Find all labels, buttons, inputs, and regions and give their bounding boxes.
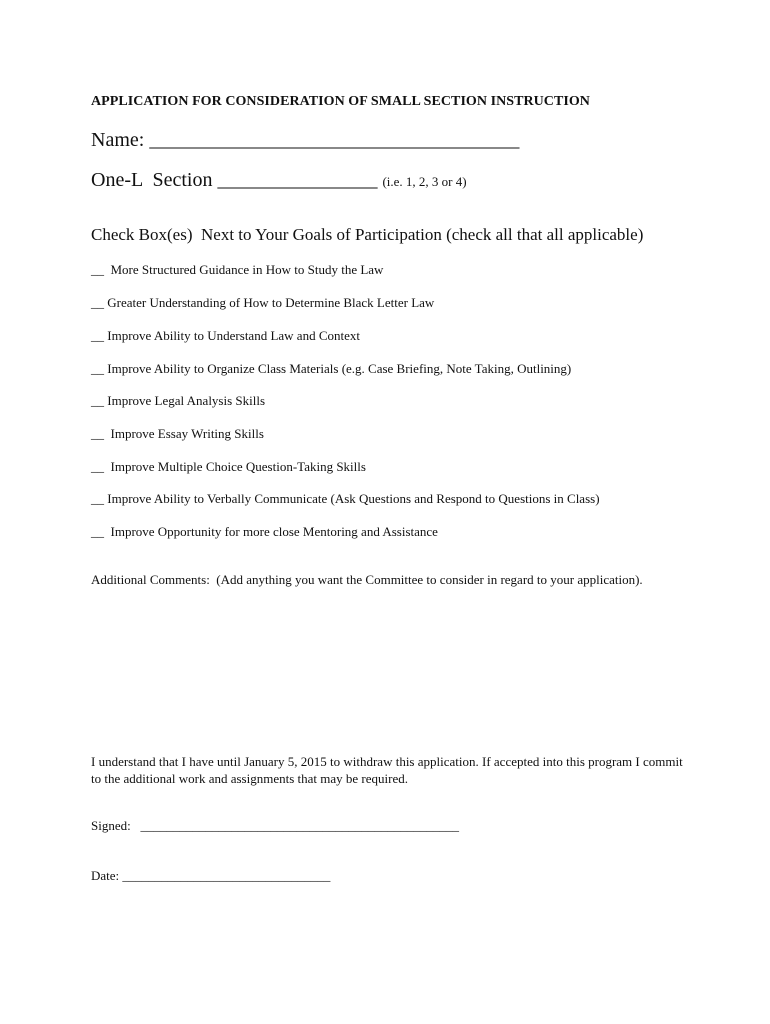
goal-item[interactable]: __ More Structured Guidance in How to Study the Law <box>91 262 384 277</box>
goal-item[interactable]: __ Improve Legal Analysis Skills <box>91 393 266 408</box>
goal-item[interactable]: __ Improve Ability to Organize Class Materials (e.g. Case Briefing, Note Taking, Outlining) <box>91 361 572 376</box>
goal-item[interactable]: __ Improve Essay Writing Skills <box>91 426 264 441</box>
additional-comments-label: Additional Comments: (Add anything you want the Committee to consider in regard to your application). <box>91 572 643 587</box>
name-blank[interactable]: _____________________________________ <box>149 129 520 151</box>
signature-field[interactable]: Signed: _________________________________________________ <box>91 818 459 833</box>
section-field-row <box>91 170 467 190</box>
date-field[interactable]: Date: ________________________________ <box>91 868 331 883</box>
goal-item[interactable]: __ Improve Multiple Choice Question-Taking Skills <box>91 459 366 474</box>
goal-item[interactable]: __ Improve Ability to Understand Law and Context <box>91 328 360 343</box>
name-field-row <box>91 130 519 150</box>
form-title: APPLICATION FOR CONSIDERATION OF SMALL SECTION INSTRUCTION <box>91 94 590 109</box>
section-hint: (i.e. 1, 2, 3 or 4) <box>382 174 467 189</box>
section-blank[interactable]: ________________ <box>217 169 378 191</box>
goal-item[interactable]: __ Improve Ability to Verbally Communicate (Ask Questions and Respond to Questions in Class) <box>91 491 600 506</box>
acknowledgement-text: I understand that I have until January 5, 2015 to withdraw this application. If accepted into this program I commit to the additional work and assignments that may be required. <box>91 754 683 786</box>
goal-item[interactable]: __ Improve Opportunity for more close Mentoring and Assistance <box>91 524 438 539</box>
goals-heading: Check Box(es) Next to Your Goals of Participation (check all that all applicable) <box>91 225 644 244</box>
section-label: One-L Section <box>91 169 213 191</box>
goal-item[interactable]: __ Greater Understanding of How to Determine Black Letter Law <box>91 295 435 310</box>
name-label: Name: <box>91 129 145 151</box>
